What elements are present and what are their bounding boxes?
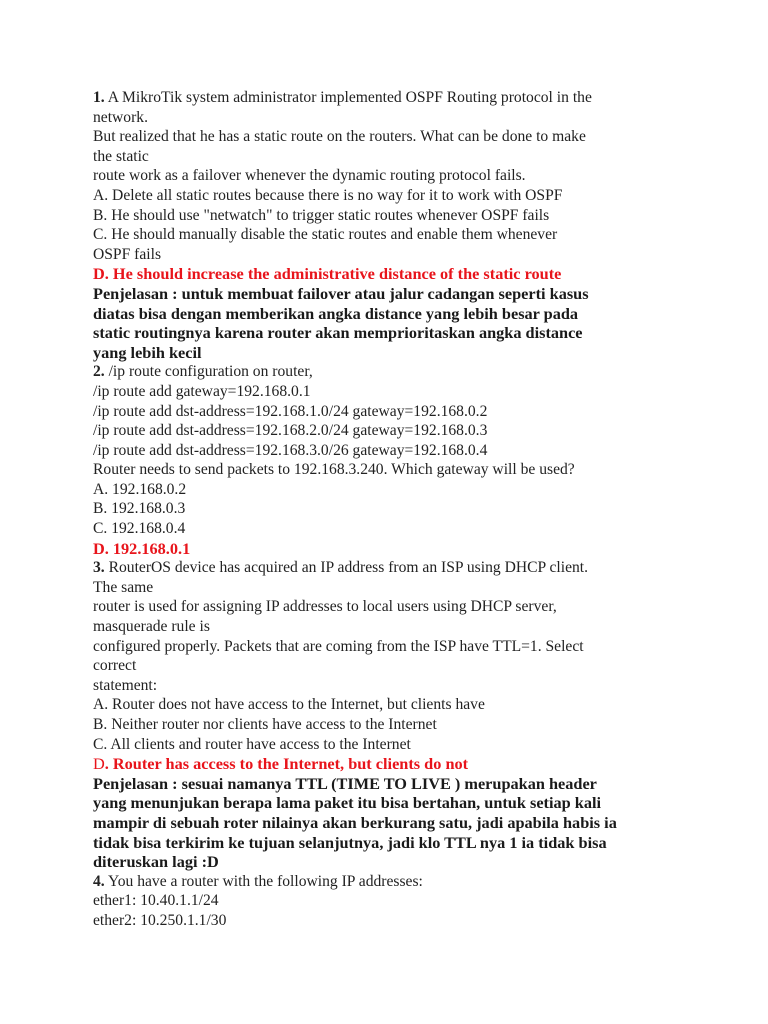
q3-line-4: masquerade rule is bbox=[93, 618, 210, 636]
q1-option-c-2: OSPF fails bbox=[93, 245, 162, 263]
q2-option-a: A. 192.168.0.2 bbox=[93, 480, 187, 498]
q3-explanation-3: mampir di sebuah roter nilainya akan berkurang satu, jadi apabila habis ia bbox=[93, 812, 617, 832]
q1-explanation-1: Penjelasan : untuk membuat failover atau jalur cadangan seperti kasus bbox=[93, 283, 589, 303]
q2-answer: D. 192.168.0.1 bbox=[93, 538, 191, 558]
q3-option-b: B. Neither router nor clients have access to the Internet bbox=[93, 716, 437, 733]
q2-option-b: B. 192.168.0.3 bbox=[93, 500, 186, 518]
q1-text: A MikroTik system administrator implemented OSPF Routing protocol in the bbox=[104, 89, 592, 106]
q2-text: /ip route configuration on router, bbox=[104, 363, 313, 381]
q3-answer-letter: D bbox=[93, 754, 105, 774]
question-number: 3. bbox=[93, 559, 105, 577]
q3-option-c: C. All clients and router have access to the Internet bbox=[93, 735, 411, 753]
q2-option-c: C. 192.168.0.4 bbox=[93, 520, 186, 538]
q2-command-1: /ip route add gateway=192.168.0.1 bbox=[93, 382, 311, 400]
q3-line-1 bbox=[93, 558, 693, 578]
q3-explanation-5: diteruskan lagi :D bbox=[93, 852, 219, 872]
q3-explanation-1: Penjelasan : sesuai namanya TTL (TIME TO LIVE ) merupakan header bbox=[93, 773, 597, 793]
q2-command-2: /ip route add dst-address=192.168.1.0/24 gateway=192.168.0.2 bbox=[93, 402, 488, 420]
q2-question: Router needs to send packets to 192.168.3.240. Which gateway will be used? bbox=[93, 461, 575, 479]
q3-line-2: The same bbox=[93, 578, 154, 596]
q2-command-3: /ip route add dst-address=192.168.2.0/24 gateway=192.168.0.3 bbox=[93, 422, 488, 440]
q1-line-1 bbox=[93, 88, 693, 108]
question-3 bbox=[93, 558, 693, 872]
question-2 bbox=[93, 362, 693, 558]
q3-line-6: correct bbox=[93, 657, 137, 675]
question-1 bbox=[93, 88, 693, 362]
question-4 bbox=[93, 872, 693, 931]
q3-explanation-2: yang menunjukan berapa lama paket itu bisa bertahan, untuk setiap kali bbox=[93, 793, 602, 813]
q4-text: You have a router with the following IP addresses: bbox=[104, 872, 423, 890]
question-number: 4. bbox=[93, 872, 105, 890]
q4-line-1 bbox=[93, 872, 693, 892]
q3-line-7: statement: bbox=[93, 676, 158, 694]
q3-explanation-4: tidak bisa terkirim ke tujuan selanjutnya, jadi klo TTL nya 1 ia tidak bisa bbox=[93, 832, 607, 852]
q1-explanation-3: static routingnya karena router akan memprioritaskan angka distance bbox=[93, 323, 583, 343]
q2-line-1 bbox=[93, 362, 693, 382]
q1-line-3: But realized that he has a static route on the routers. What can be done to make bbox=[93, 128, 586, 146]
q3-line-3: router is used for assigning IP addresses to local users using DHCP server, bbox=[93, 598, 557, 616]
document-body bbox=[93, 88, 693, 931]
q3-line-5: configured properly. Packets that are coming from the ISP have TTL=1. Select bbox=[93, 637, 584, 655]
q4-line-3: ether2: 10.250.1.1/30 bbox=[93, 911, 227, 929]
q2-command-4: /ip route add dst-address=192.168.3.0/26 gateway=192.168.0.4 bbox=[93, 441, 488, 459]
q1-option-c-1: C. He should manually disable the static routes and enable them whenever bbox=[93, 226, 558, 244]
q1-line-2: network. bbox=[93, 108, 148, 126]
q3-option-a: A. Router does not have access to the Internet, but clients have bbox=[93, 696, 485, 714]
question-number: 1. bbox=[93, 89, 105, 106]
q1-explanation-4: yang lebih kecil bbox=[93, 342, 202, 362]
q1-option-b: B. He should use "netwatch" to trigger static routes whenever OSPF fails bbox=[93, 206, 550, 224]
q3-answer bbox=[93, 754, 693, 774]
question-number: 2. bbox=[93, 363, 105, 381]
q4-line-2: ether1: 10.40.1.1/24 bbox=[93, 892, 219, 910]
q1-line-4: the static bbox=[93, 147, 149, 165]
q1-line-5: route work as a failover whenever the dynamic routing protocol fails. bbox=[93, 167, 526, 185]
q1-option-a: A. Delete all static routes because there is no way for it to work with OSPF bbox=[93, 186, 563, 204]
q3-answer-text: . Router has access to the Internet, but clients do not bbox=[104, 754, 469, 774]
q1-explanation-2: diatas bisa dengan memberikan angka distance yang lebih besar pada bbox=[93, 303, 579, 323]
q1-answer: D. He should increase the administrative distance of the static route bbox=[93, 264, 562, 284]
q3-text: RouterOS device has acquired an IP address from an ISP using DHCP client. bbox=[104, 559, 589, 577]
